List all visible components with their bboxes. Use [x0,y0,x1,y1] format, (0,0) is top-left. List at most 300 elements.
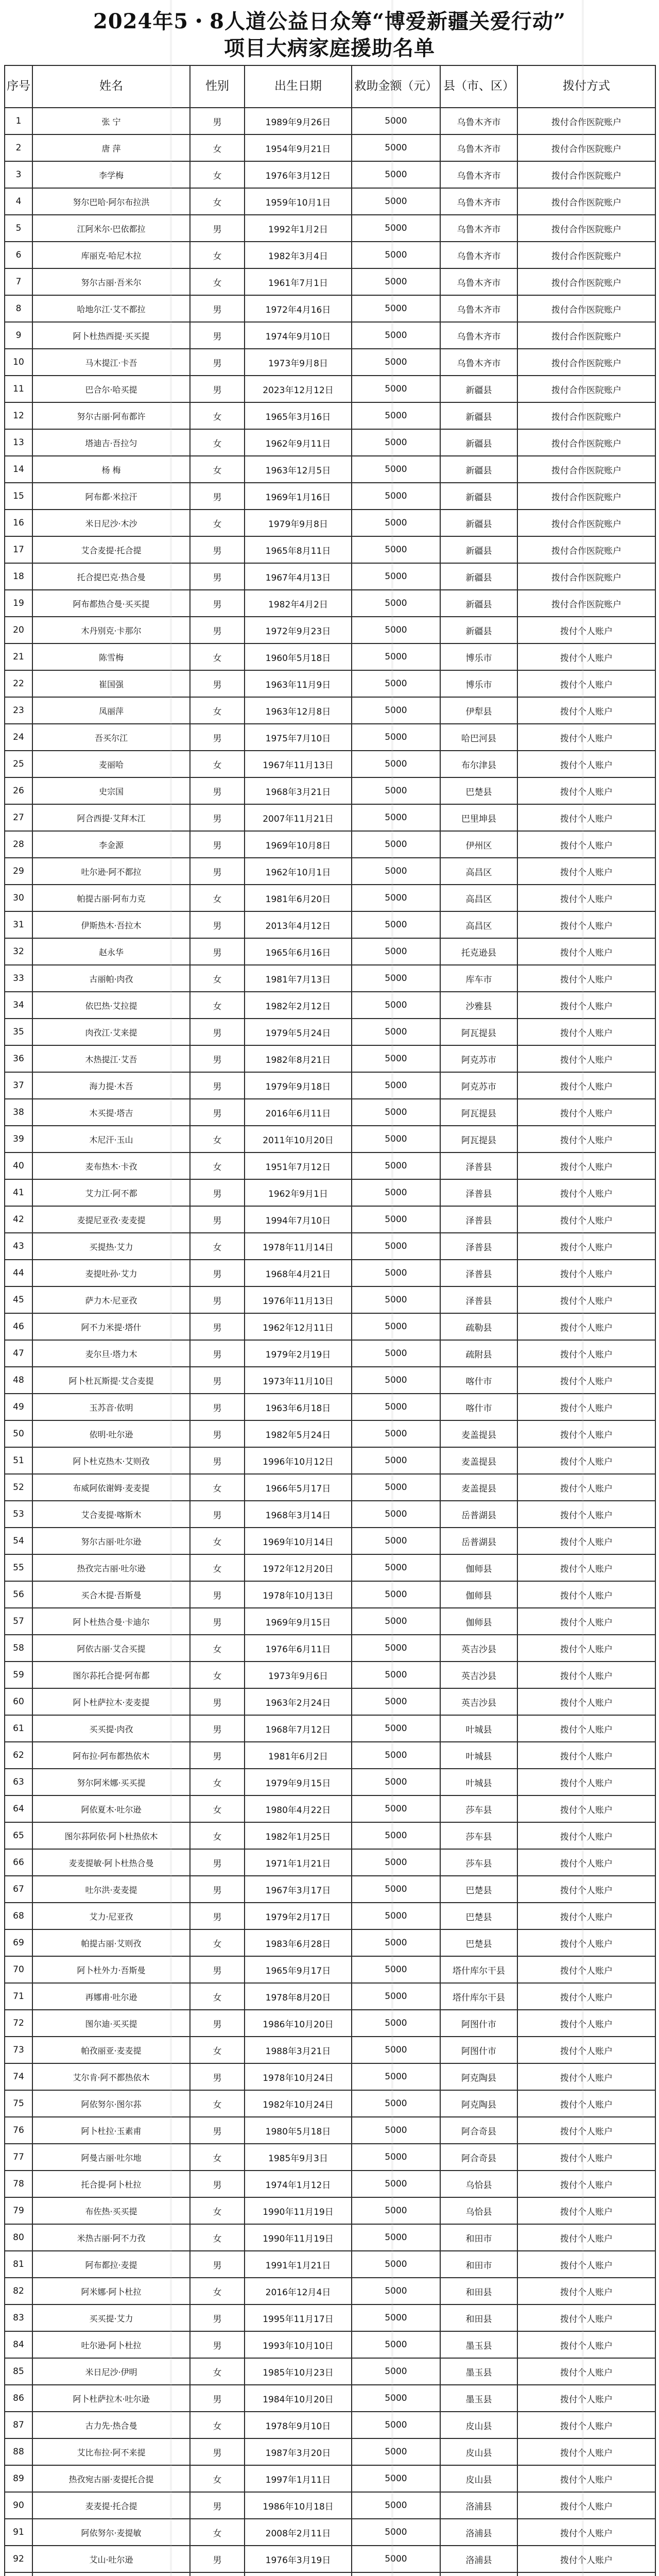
cell-birthdate: 2016年6月11日 [245,1099,352,1126]
cell-county: 新疆县 [440,376,517,402]
cell-payment-method: 拨付个人账户 [517,2438,655,2465]
cell-payment-method: 拨付个人账户 [517,1313,655,1340]
table-row [5,1420,655,1447]
cell-payment-method: 拨付个人账户 [517,1260,655,1286]
cell-name: 努尔古丽·吾米尔 [32,268,190,295]
cell-index: 22 [5,670,32,697]
cell-index: 75 [5,2090,32,2117]
cell-birthdate: 1980年4月22日 [245,1795,352,1822]
header-amount: 救助金额（元） [352,65,440,108]
cell-gender: 男 [190,1742,245,1769]
cell-amount: 5000 [352,402,440,429]
cell-payment-method: 拨付个人账户 [517,1662,655,1688]
cell-county: 叶城县 [440,1715,517,1742]
cell-gender: 男 [190,804,245,831]
cell-index: 85 [5,2358,32,2385]
cell-payment-method: 拨付个人账户 [517,2171,655,2197]
table-row [5,2438,655,2465]
cell-name: 阿布拉·阿布都热依木 [32,1742,190,1769]
cell-amount: 5000 [352,1822,440,1849]
cell-name: 崔国强 [32,670,190,697]
table-row [5,2465,655,2492]
cell-amount: 5000 [352,215,440,242]
cell-name: 图尔荪托合提·阿布都 [32,1662,190,1688]
cell-name: 艾力·尼亚孜 [32,1903,190,1929]
cell-payment-method: 拨付个人账户 [517,911,655,938]
cell-birthdate: 1981年6月20日 [245,885,352,911]
cell-gender: 女 [190,1662,245,1688]
table-row [5,1233,655,1260]
cell-birthdate: 1975年7月10日 [245,724,352,751]
cell-amount: 5000 [352,1206,440,1233]
cell-amount: 5000 [352,2546,440,2572]
cell-payment-method: 拨付合作医院账户 [517,483,655,510]
cell-county: 阿克苏市 [440,1045,517,1072]
cell-amount: 5000 [352,1447,440,1474]
cell-gender: 男 [190,670,245,697]
cell-index: 40 [5,1153,32,1179]
table-row [5,2117,655,2144]
cell-name: 图尔迪·买买提 [32,2010,190,2037]
cell-county: 莎车县 [440,1822,517,1849]
cell-gender: 男 [190,1394,245,1420]
cell-index: 78 [5,2171,32,2197]
cell-name: 哈地尔江·艾不都拉 [32,295,190,322]
cell-index: 72 [5,2010,32,2037]
cell-birthdate: 1962年12月11日 [245,1313,352,1340]
cell-birthdate: 1976年6月11日 [245,1635,352,1662]
cell-amount: 5000 [352,295,440,322]
cell-birthdate: 1969年1月16日 [245,483,352,510]
cell-county: 新疆县 [440,402,517,429]
cell-county: 莎车县 [440,1849,517,1876]
cell-payment-method: 拨付个人账户 [517,1126,655,1153]
cell-payment-method: 拨付合作医院账户 [517,188,655,215]
cell-payment-method: 拨付个人账户 [517,1474,655,1501]
cell-birthdate: 1978年10月24日 [245,2063,352,2090]
cell-gender: 男 [190,858,245,885]
cell-county: 伊犁县 [440,697,517,724]
cell-name: 巴合尔·哈买提 [32,376,190,402]
cell-index: 57 [5,1608,32,1635]
cell-payment-method: 拨付个人账户 [517,1608,655,1635]
cell-name: 伊斯热木·吾拉木 [32,911,190,938]
cell-county: 新疆县 [440,590,517,617]
cell-index: 23 [5,697,32,724]
cell-gender: 女 [190,510,245,536]
cell-name: 杨 梅 [32,456,190,483]
table-row [5,1394,655,1420]
table-row [5,1367,655,1394]
cell-payment-method: 拨付个人账户 [517,2331,655,2358]
table-row [5,831,655,858]
cell-index: 66 [5,1849,32,1876]
cell-index: 76 [5,2117,32,2144]
cell-index: 83 [5,2304,32,2331]
cell-index: 49 [5,1394,32,1420]
cell-amount: 5000 [352,1153,440,1179]
cell-amount: 5000 [352,2224,440,2251]
cell-payment-method: 拨付个人账户 [517,1769,655,1795]
cell-gender: 男 [190,1581,245,1608]
table-row [5,1608,655,1635]
cell-county: 哈巴河县 [440,724,517,751]
cell-gender: 男 [190,1903,245,1929]
cell-gender: 男 [190,2171,245,2197]
cell-payment-method: 拨付个人账户 [517,1849,655,1876]
cell-county: 泽普县 [440,1206,517,1233]
cell-index: 3 [5,161,32,188]
cell-birthdate: 1979年2月19日 [245,1340,352,1367]
cell-payment-method: 拨付个人账户 [517,1554,655,1581]
cell-gender: 女 [190,2224,245,2251]
cell-index: 63 [5,1769,32,1795]
cell-gender: 女 [190,402,245,429]
cell-county: 阿合奇县 [440,2117,517,2144]
cell-index: 47 [5,1340,32,1367]
cell-birthdate: 1997年1月11日 [245,2465,352,2492]
cell-amount: 5000 [352,1608,440,1635]
cell-amount: 5000 [352,1367,440,1394]
cell-county: 皮山县 [440,2438,517,2465]
cell-amount: 5000 [352,349,440,376]
cell-gender: 男 [190,2385,245,2412]
cell-payment-method: 拨付个人账户 [517,1179,655,1206]
cell-amount: 5000 [352,1662,440,1688]
table-row [5,911,655,938]
cell-birthdate: 1990年11月19日 [245,2224,352,2251]
cell-birthdate: 1996年10月12日 [245,1447,352,1474]
cell-birthdate: 2008年2月11日 [245,2519,352,2546]
cell-name: 帕孜丽亚·麦麦提 [32,2037,190,2063]
cell-gender: 女 [190,965,245,992]
cell-index: 37 [5,1072,32,1099]
cell-amount: 5000 [352,2304,440,2331]
table-row [5,2063,655,2090]
cell-birthdate: 1976年3月19日 [245,2546,352,2572]
table-row [5,1929,655,1956]
cell-index: 53 [5,1501,32,1528]
cell-county: 洛浦县 [440,2519,517,2546]
cell-index: 14 [5,456,32,483]
cell-gender: 女 [190,751,245,777]
cell-amount: 5000 [352,2412,440,2438]
cell-amount: 5000 [352,777,440,804]
cell-county: 叶城县 [440,1742,517,1769]
cell-birthdate: 1972年9月23日 [245,617,352,643]
cell-birthdate: 1981年7月13日 [245,965,352,992]
cell-birthdate: 1994年7月10日 [245,1206,352,1233]
cell-index: 12 [5,402,32,429]
cell-payment-method: 拨付个人账户 [517,1153,655,1179]
cell-birthdate: 1976年11月13日 [245,1286,352,1313]
cell-amount: 5000 [352,2197,440,2224]
cell-birthdate: 1966年5月17日 [245,1474,352,1501]
cell-index: 15 [5,483,32,510]
cell-index: 48 [5,1367,32,1394]
cell-birthdate: 2023年12月12日 [245,376,352,402]
cell-county: 高昌区 [440,885,517,911]
cell-index: 91 [5,2519,32,2546]
cell-county: 高昌区 [440,911,517,938]
table-row [5,965,655,992]
cell-county: 乌鲁木齐市 [440,108,517,134]
cell-gender: 男 [190,1072,245,1099]
cell-index: 74 [5,2063,32,2090]
table-row [5,456,655,483]
cell-birthdate: 1982年4月2日 [245,590,352,617]
cell-gender: 男 [190,724,245,751]
table-row [5,724,655,751]
table-row [5,1126,655,1153]
table-row [5,1206,655,1233]
cell-gender: 女 [190,2465,245,2492]
cell-gender: 女 [190,1983,245,2010]
cell-county: 乌鲁木齐市 [440,242,517,268]
cell-name: 艾合麦提·托合提 [32,536,190,563]
cell-amount: 5000 [352,2385,440,2412]
cell-name: 张 宁 [32,108,190,134]
cell-name: 阿卜杜萨拉木·吐尔逊 [32,2385,190,2412]
cell-payment-method: 拨付个人账户 [517,2144,655,2171]
cell-name: 凤丽萍 [32,697,190,724]
cell-county: 岳普湖县 [440,1501,517,1528]
cell-gender: 男 [190,376,245,402]
cell-amount: 5000 [352,268,440,295]
cell-name: 唐 萍 [32,134,190,161]
cell-index: 59 [5,1662,32,1688]
cell-gender: 女 [190,2090,245,2117]
cell-name: 赵永华 [32,938,190,965]
cell-index: 50 [5,1420,32,1447]
table-row [5,2385,655,2412]
cell-county: 乌鲁木齐市 [440,188,517,215]
cell-gender: 男 [190,1688,245,1715]
cell-name: 塔迪吉·吾拉匀 [32,429,190,456]
cell-payment-method: 拨付个人账户 [517,2546,655,2572]
cell-index: 36 [5,1045,32,1072]
table-row [5,670,655,697]
cell-amount: 5000 [352,429,440,456]
cell-amount: 5000 [352,1956,440,1983]
table-row [5,885,655,911]
cell-birthdate: 1963年12月5日 [245,456,352,483]
table-row [5,402,655,429]
cell-name: 史宗国 [32,777,190,804]
cell-gender: 男 [190,215,245,242]
table-row [5,1179,655,1206]
cell-amount: 5000 [352,724,440,751]
cell-name: 麦麦提·托合提 [32,2492,190,2519]
table-header-row [5,65,655,108]
cell-name: 麦丽哈 [32,751,190,777]
cell-amount: 5000 [352,2438,440,2465]
cell-birthdate: 1982年2月12日 [245,992,352,1019]
cell-county: 英吉沙县 [440,1662,517,1688]
cell-payment-method: 拨付个人账户 [517,1286,655,1313]
cell-amount: 5000 [352,670,440,697]
cell-gender: 男 [190,617,245,643]
cell-birthdate: 1968年3月21日 [245,777,352,804]
cell-payment-method: 拨付个人账户 [517,2412,655,2438]
cell-name: 阿布都拉·麦提 [32,2251,190,2278]
cell-payment-method: 拨付个人账户 [517,751,655,777]
cell-index: 29 [5,858,32,885]
cell-amount: 5000 [352,858,440,885]
cell-name: 阿布都热合曼·买买提 [32,590,190,617]
cell-index: 27 [5,804,32,831]
cell-amount: 5000 [352,1260,440,1286]
cell-county: 新疆县 [440,429,517,456]
cell-county: 和田市 [440,2224,517,2251]
table-row [5,1528,655,1554]
cell-payment-method: 拨付个人账户 [517,965,655,992]
cell-amount: 5000 [352,1929,440,1956]
cell-county: 乌恰县 [440,2197,517,2224]
cell-gender: 男 [190,1286,245,1313]
cell-birthdate: 1985年10月23日 [245,2358,352,2385]
cell-name: 木尼汗·玉山 [32,1126,190,1153]
cell-name: 阿依古丽·艾合买提 [32,1635,190,1662]
cell-name: 麦麦提敏·阿卜杜热合曼 [32,1849,190,1876]
cell-payment-method: 拨付合作医院账户 [517,536,655,563]
cell-county: 塔什库尔干县 [440,1983,517,2010]
cell-gender: 男 [190,322,245,349]
cell-county: 墨玉县 [440,2385,517,2412]
cell-gender: 女 [190,1474,245,1501]
cell-county: 高昌区 [440,858,517,885]
cell-birthdate: 1979年2月17日 [245,1903,352,1929]
table-row [5,1876,655,1903]
cell-name: 依明·吐尔逊 [32,1420,190,1447]
cell-name: 吐尔逊·阿卜杜拉 [32,2331,190,2358]
cell-payment-method: 拨付个人账户 [517,1581,655,1608]
cell-birthdate: 1963年6月18日 [245,1394,352,1420]
cell-name: 阿卜杜克热木·艾则孜 [32,1447,190,1474]
cell-payment-method: 拨付个人账户 [517,2465,655,2492]
cell-county: 阿瓦提县 [440,1099,517,1126]
cell-amount: 5000 [352,2090,440,2117]
cell-name: 努尔巴哈·阿尔布拉洪 [32,188,190,215]
table-row [5,1795,655,1822]
cell-name: 阿卜杜萨拉木·麦麦提 [32,1688,190,1715]
cell-payment-method: 拨付合作医院账户 [517,322,655,349]
cell-payment-method: 拨付合作医院账户 [517,242,655,268]
table-row [5,1769,655,1795]
cell-name: 阿依努尔·图尔荪 [32,2090,190,2117]
cell-gender: 女 [190,697,245,724]
cell-amount: 5000 [352,911,440,938]
cell-gender: 女 [190,242,245,268]
cell-payment-method: 拨付个人账户 [517,724,655,751]
cell-birthdate: 1979年5月24日 [245,1019,352,1045]
cell-payment-method: 拨付个人账户 [517,1394,655,1420]
cell-name: 吾买尔江 [32,724,190,751]
cell-index: 46 [5,1313,32,1340]
cell-amount: 5000 [352,1876,440,1903]
cell-county: 乌鲁木齐市 [440,322,517,349]
cell-index: 61 [5,1715,32,1742]
table-row [5,617,655,643]
cell-birthdate: 1973年9月6日 [245,1662,352,1688]
cell-payment-method: 拨付个人账户 [517,1099,655,1126]
cell-name: 古丽帕·肉孜 [32,965,190,992]
cell-index: 90 [5,2492,32,2519]
cell-birthdate: 1968年3月14日 [245,1501,352,1528]
cell-gender: 男 [190,590,245,617]
table-row [5,777,655,804]
cell-payment-method: 拨付个人账户 [517,1447,655,1474]
cell-index: 10 [5,349,32,376]
cell-amount: 5000 [352,1742,440,1769]
cell-amount [352,2572,440,2576]
cell-index: 77 [5,2144,32,2171]
cell-amount: 5000 [352,1233,440,1260]
cell-amount: 5000 [352,992,440,1019]
cell-payment-method: 拨付个人账户 [517,2304,655,2331]
cell-gender: 男 [190,1849,245,1876]
cell-amount: 5000 [352,2519,440,2546]
table-row [5,938,655,965]
cell-gender: 男 [190,1715,245,1742]
cell-birthdate: 1978年9月10日 [245,2412,352,2438]
cell-amount: 5000 [352,536,440,563]
cell-name: 萨力木·尼亚孜 [32,1286,190,1313]
cell-name: 木热提江·艾吾 [32,1045,190,1072]
cell-gender: 男 [190,1179,245,1206]
cell-name: 买买提·肉孜 [32,1715,190,1742]
cell-birthdate: 1965年8月11日 [245,536,352,563]
table-row [5,1635,655,1662]
cell-amount: 5000 [352,1394,440,1420]
cell-payment-method: 拨付个人账户 [517,992,655,1019]
cell-gender: 男 [190,1206,245,1233]
cell-amount: 5000 [352,2117,440,2144]
cell-birthdate: 1963年11月9日 [245,670,352,697]
table-row [5,2010,655,2037]
cell-name: 米热古丽·阿不力孜 [32,2224,190,2251]
cell-payment-method: 拨付个人账户 [517,2385,655,2412]
cell-index: 43 [5,1233,32,1260]
cell-index: 65 [5,1822,32,1849]
cell-name: 买提热·艾力 [32,1233,190,1260]
cell-birthdate: 1974年9月10日 [245,322,352,349]
cell-payment-method: 拨付个人账户 [517,1983,655,2010]
cell-gender: 男 [190,1608,245,1635]
cell-county: 乌鲁木齐市 [440,215,517,242]
table-row [5,1715,655,1742]
cell-payment-method: 拨付个人账户 [517,885,655,911]
cell-birthdate: 1982年1月25日 [245,1822,352,1849]
cell-birthdate: 1968年4月21日 [245,1260,352,1286]
cell-gender: 男 [190,2546,245,2572]
table-row [5,2358,655,2385]
cell-payment-method: 拨付个人账户 [517,2278,655,2304]
cell-birthdate: 1973年9月8日 [245,349,352,376]
cell-county: 和田县 [440,2278,517,2304]
cell-amount: 5000 [352,510,440,536]
table-row [5,2278,655,2304]
table-row [5,1849,655,1876]
document-title-line2: 项目大病家庭援助名单 [224,36,435,60]
cell-gender: 男 [190,2438,245,2465]
cell-amount: 5000 [352,1903,440,1929]
cell-birthdate: 1960年5月18日 [245,643,352,670]
cell-gender: 男 [190,1447,245,1474]
cell-payment-method: 拨付个人账户 [517,1340,655,1367]
cell-birthdate: 1972年12月20日 [245,1554,352,1581]
cell-birthdate: 1978年11月14日 [245,1233,352,1260]
